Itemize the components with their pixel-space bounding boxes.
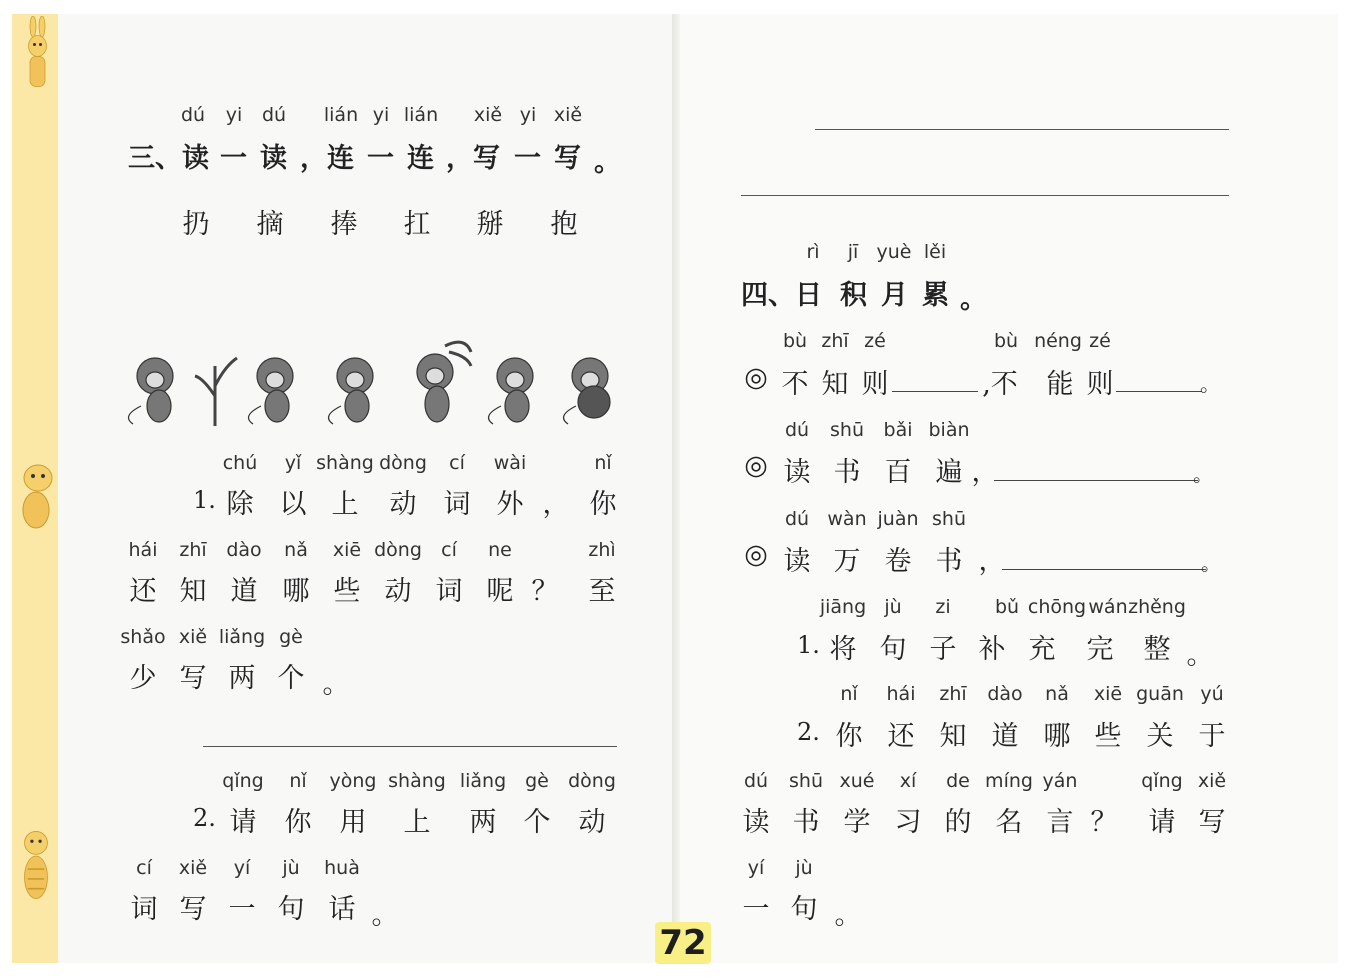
question-number: 1.: [797, 631, 820, 659]
pinyin: yuè: [876, 241, 912, 263]
pinyin: yòng: [329, 770, 377, 792]
monkeys-illustration: [125, 336, 625, 428]
pinyin: lián: [323, 104, 359, 126]
pinyin: dú: [180, 104, 206, 126]
text-char: 知: [179, 576, 207, 607]
text-char: 。: [322, 669, 350, 700]
pinyin: cí: [441, 539, 457, 561]
heading-char: 一: [220, 143, 247, 174]
text-char: 句: [790, 894, 818, 925]
text-char: 。: [1200, 372, 1220, 396]
heading-char: ，写: [446, 143, 500, 174]
text-char: 知: [939, 721, 967, 752]
text-char: 。: [1201, 551, 1221, 575]
pinyin: ne: [488, 539, 512, 561]
text-char: 充: [1028, 634, 1056, 665]
pinyin: míng: [985, 770, 1033, 792]
text-char: 读: [783, 546, 811, 577]
pinyin: biàn: [928, 419, 970, 441]
text-char: ，: [542, 489, 570, 520]
text-char: 。: [1186, 640, 1214, 671]
text-char: 词: [443, 489, 471, 520]
answer-line[interactable]: [203, 746, 617, 747]
text-char: 。: [1193, 462, 1213, 486]
text-char: 一: [228, 894, 256, 925]
pinyin: hái: [128, 539, 158, 561]
fill-blank[interactable]: [1002, 569, 1206, 570]
text-char: 名: [995, 807, 1023, 838]
pinyin: xiě: [178, 626, 208, 648]
text-char: 哪: [1043, 721, 1071, 752]
text-char: 呢: [486, 576, 514, 607]
text-char: 请: [1148, 807, 1176, 838]
pinyin: zhì: [588, 539, 616, 561]
text-char: 于: [1198, 721, 1226, 752]
pinyin: xiě: [473, 104, 503, 126]
text-char: 子: [929, 634, 957, 665]
page-number: 72: [655, 922, 711, 964]
text-char: 词: [435, 576, 463, 607]
pinyin: qǐng: [1141, 770, 1183, 792]
heading-char: 月: [881, 280, 908, 311]
text-char: 读: [783, 457, 811, 488]
pinyin: zé: [864, 330, 886, 352]
text-char: 万: [833, 546, 861, 577]
pinyin: xiě: [178, 857, 208, 879]
pinyin: nǎ: [1045, 683, 1069, 705]
bullet-icon: ◎: [744, 362, 768, 393]
pinyin: shū: [932, 508, 966, 530]
pinyin: néng: [1034, 330, 1082, 352]
pinyin: nǐ: [840, 683, 858, 705]
pinyin: liǎng: [459, 770, 507, 792]
verb-char: 扔: [182, 209, 210, 240]
answer-line[interactable]: [815, 129, 1229, 130]
text-char: 遍: [935, 457, 963, 488]
text-char: 你: [284, 807, 312, 838]
pinyin: chōng: [1027, 596, 1087, 618]
pinyin: dào: [226, 539, 262, 561]
text-char: 书: [833, 457, 861, 488]
pinyin: zhī: [179, 539, 207, 561]
text-char: 些: [333, 576, 361, 607]
pinyin: dòng: [379, 452, 427, 474]
pinyin: yí: [233, 857, 251, 879]
text-char: 。: [834, 900, 862, 931]
text-char: 话: [328, 894, 356, 925]
verb-char: 抱: [550, 209, 578, 240]
text-char: 书: [935, 546, 963, 577]
pinyin: juàn: [877, 508, 919, 530]
pinyin: xiē: [332, 539, 362, 561]
text-char: 能: [1046, 369, 1074, 400]
tiger-icon: [14, 820, 58, 910]
text-char: 整: [1143, 634, 1171, 665]
text-char: 。: [371, 900, 399, 931]
text-char: 上: [403, 807, 431, 838]
text-char: 还: [887, 721, 915, 752]
heading-char: 累: [922, 280, 949, 311]
fill-blank[interactable]: [1116, 391, 1202, 392]
text-char: ，: [971, 457, 999, 488]
text-char: 两: [228, 663, 256, 694]
text-char: 读: [742, 807, 770, 838]
pinyin: yi: [225, 104, 243, 126]
text-char: 习: [894, 807, 922, 838]
text-char: 动: [578, 807, 606, 838]
text-char: 至: [588, 576, 616, 607]
heading-char: 写: [554, 143, 581, 174]
pinyin: jiāng: [819, 596, 867, 618]
pinyin: wàn: [827, 508, 867, 530]
pinyin: zi: [935, 596, 951, 618]
pinyin: yí: [747, 857, 765, 879]
pinyin: dú: [784, 508, 810, 530]
heading-char: 。: [594, 147, 621, 178]
verb-char: 扛: [403, 209, 431, 240]
text-char: 请: [229, 807, 257, 838]
text-char: 完: [1086, 634, 1114, 665]
fill-blank[interactable]: [892, 391, 978, 392]
text-char: 一: [742, 894, 770, 925]
pinyin: dú: [261, 104, 287, 126]
pinyin: lěi: [923, 241, 947, 263]
question-number: 2.: [797, 718, 820, 746]
text-char: 个: [523, 807, 551, 838]
pinyin: lián: [403, 104, 439, 126]
pinyin: xiě: [1197, 770, 1227, 792]
pinyin: yǐ: [284, 452, 302, 474]
pinyin: rì: [806, 241, 820, 263]
pinyin: jī: [847, 241, 859, 263]
pinyin: cí: [449, 452, 465, 474]
heading-char: 连: [407, 143, 434, 174]
text-char: 则: [861, 369, 889, 400]
pinyin: xué: [839, 770, 875, 792]
pinyin: yú: [1200, 683, 1224, 705]
text-char: 写: [179, 894, 207, 925]
pinyin: shàng: [388, 770, 446, 792]
pinyin: shū: [789, 770, 823, 792]
text-char: 用: [339, 807, 367, 838]
text-char: 写: [1198, 807, 1226, 838]
text-char: 两: [469, 807, 497, 838]
text-char: 除: [226, 489, 254, 520]
pinyin: bǔ: [994, 596, 1020, 618]
text-char: 外: [496, 489, 524, 520]
text-char: 学: [843, 807, 871, 838]
verb-char: 摘: [256, 209, 284, 240]
bullet-icon: ◎: [744, 539, 768, 570]
text-char: 你: [835, 721, 863, 752]
bullet-icon: ◎: [744, 450, 768, 481]
heading-char: 。: [960, 284, 987, 315]
pinyin: zhěng: [1128, 596, 1186, 618]
text-char: ，: [978, 546, 1006, 577]
pinyin: wài: [493, 452, 527, 474]
text-char: 你: [589, 489, 617, 520]
text-char: 句: [879, 634, 907, 665]
text-char: 个: [277, 663, 305, 694]
answer-line[interactable]: [741, 195, 1229, 196]
text-char: ？: [1090, 807, 1118, 838]
text-char: 卷: [884, 546, 912, 577]
text-char: 句: [277, 894, 305, 925]
pinyin: guān: [1136, 683, 1184, 705]
text-char: 补: [978, 634, 1006, 665]
rabbit-icon: [14, 16, 58, 106]
pinyin: shū: [830, 419, 864, 441]
question-number: 1.: [193, 486, 216, 514]
pinyin: dào: [987, 683, 1023, 705]
pinyin: qǐng: [222, 770, 264, 792]
text-char: 些: [1094, 721, 1122, 752]
text-char: 道: [230, 576, 258, 607]
text-char: 书: [792, 807, 820, 838]
question-number: 2.: [193, 804, 216, 832]
pinyin: jù: [282, 857, 300, 879]
text-char: 写: [179, 663, 207, 694]
pinyin: gè: [279, 626, 303, 648]
pinyin: zhī: [939, 683, 967, 705]
pinyin: liǎng: [218, 626, 266, 648]
heading-char: ，连: [300, 143, 354, 174]
text-char: 动: [384, 576, 412, 607]
pinyin: jù: [884, 596, 902, 618]
section-heading-number: 四、日: [741, 280, 822, 311]
pinyin: huà: [324, 857, 360, 879]
pinyin: jù: [795, 857, 813, 879]
pinyin: bù: [993, 330, 1019, 352]
text-char: 言: [1046, 807, 1074, 838]
pinyin: yi: [519, 104, 537, 126]
text-char: 不: [781, 369, 809, 400]
pinyin: gè: [525, 770, 549, 792]
text-char: 词: [130, 894, 158, 925]
text-char: 上: [331, 489, 359, 520]
pinyin: shàng: [316, 452, 374, 474]
pinyin: dòng: [568, 770, 616, 792]
heading-char: 读: [260, 143, 287, 174]
heading-char: 积: [840, 280, 867, 311]
cat-icon: [14, 448, 58, 538]
text-char: 以: [279, 489, 307, 520]
text-char: 的: [944, 807, 972, 838]
text-char: 动: [389, 489, 417, 520]
text-char: 少: [129, 663, 157, 694]
text-char: 关: [1146, 721, 1174, 752]
pinyin: cí: [136, 857, 152, 879]
text-char: 将: [829, 634, 857, 665]
pinyin: dòng: [374, 539, 422, 561]
text-char: 则: [1086, 369, 1114, 400]
pinyin: dú: [784, 419, 810, 441]
pinyin: zé: [1089, 330, 1111, 352]
pinyin: nǎ: [284, 539, 308, 561]
text-char: 道: [991, 721, 1019, 752]
text-char: 哪: [282, 576, 310, 607]
fill-blank[interactable]: [994, 480, 1198, 481]
pinyin: xiē: [1093, 683, 1123, 705]
text-char: 知: [821, 369, 849, 400]
text-char: 还: [129, 576, 157, 607]
section-heading-number: 三、读: [128, 143, 209, 174]
pinyin: yán: [1042, 770, 1078, 792]
pinyin: yi: [372, 104, 390, 126]
pinyin: dú: [743, 770, 769, 792]
verb-char: 捧: [330, 209, 358, 240]
pinyin: bǎi: [883, 419, 913, 441]
pinyin: de: [946, 770, 970, 792]
heading-char: 一: [514, 143, 541, 174]
pinyin: nǐ: [289, 770, 307, 792]
text-char: 百: [884, 457, 912, 488]
pinyin: nǐ: [594, 452, 612, 474]
pinyin: bù: [782, 330, 808, 352]
pinyin: shǎo: [120, 626, 166, 648]
pinyin: chú: [222, 452, 258, 474]
verb-char: 掰: [476, 209, 504, 240]
pinyin: xiě: [553, 104, 583, 126]
pinyin: xí: [899, 770, 917, 792]
text-char: ？: [531, 576, 559, 607]
pinyin: wán: [1088, 596, 1128, 618]
pinyin: hái: [886, 683, 916, 705]
text-char: ,不: [982, 369, 1018, 400]
book-spine: [672, 14, 680, 963]
pinyin: zhī: [821, 330, 849, 352]
heading-char: 一: [367, 143, 394, 174]
